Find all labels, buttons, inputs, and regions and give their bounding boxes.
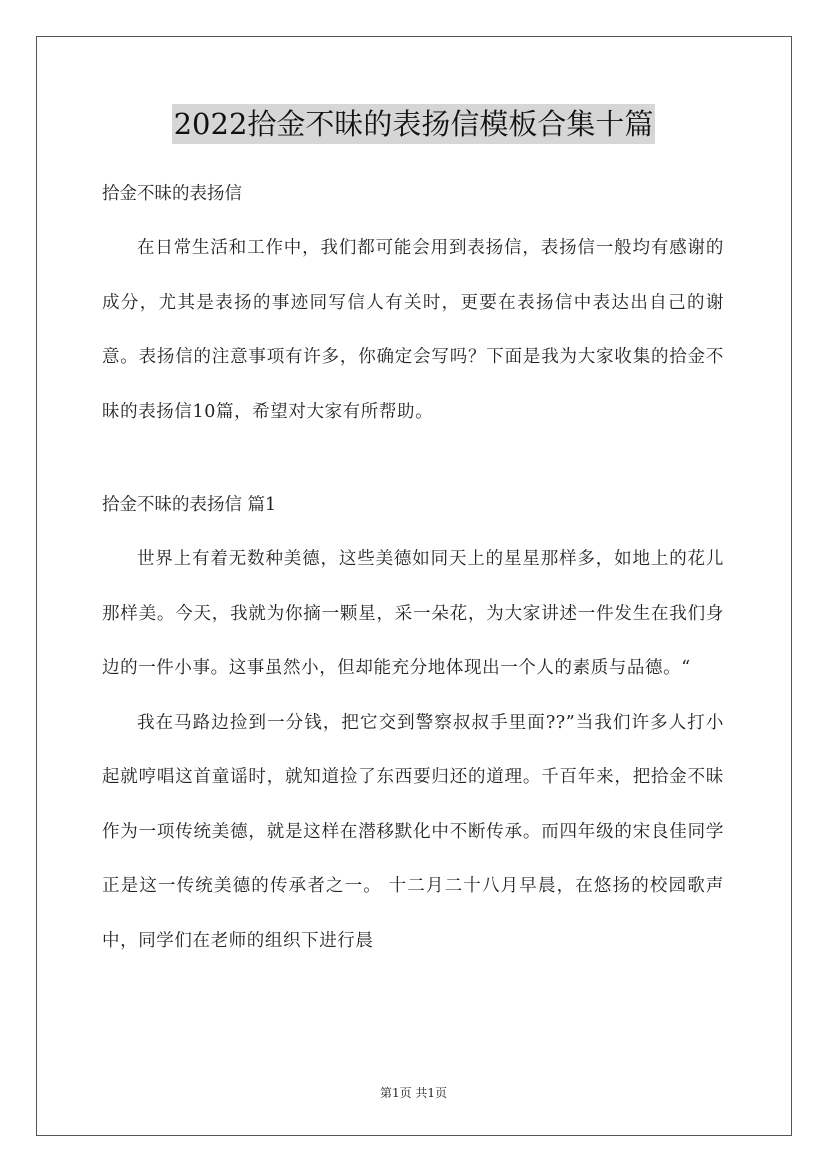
paragraph: 世界上有着无数种美德，这些美德如同天上的星星那样多，如地上的花儿那样美。今天，我就为你摘一颗星，采一朵花，为大家讲述一件发生在我们身边的一件小事。这事虽然小，但却能充分地体现出一个人的素质与品德。“ [102,549,724,678]
document-title: 2022拾金不昧的表扬信模板合集十篇 [172,104,656,144]
title-area [0,104,827,144]
paragraph: 在日常生活和工作中，我们都可能会用到表扬信，表扬信一般均有感谢的成分，尤其是表扬的事迹同写信人有关时，更要在表扬信中表达出自己的谢意。表扬信的注意事项有许多，你确定会写吗？下面是我为大家收集的拾金不昧的表扬信10篇，希望对大家有所帮助。 [102,238,724,422]
document-body [102,172,724,968]
paragraph: 我在马路边捡到一分钱，把它交到警察叔叔手里面??”当我们许多人打小起就哼唱这首童谣时，就知道捡了东西要归还的道理。千百年来，把拾金不昧作为一项传统美德，就是这样在潜移默化中不断传承。而四年级的宋良佳同学正是这一传统美德的传承者之一。 十二月二十八月早晨，在悠扬的校园歌声中，同学们在老师的组织下进行晨 [102,712,724,951]
page-footer: 第1页 共1页 [379,1086,448,1100]
section-heading: 拾金不昧的表扬信 篇1 [102,495,277,515]
section-heading: 拾金不昧的表扬信 [102,184,242,204]
